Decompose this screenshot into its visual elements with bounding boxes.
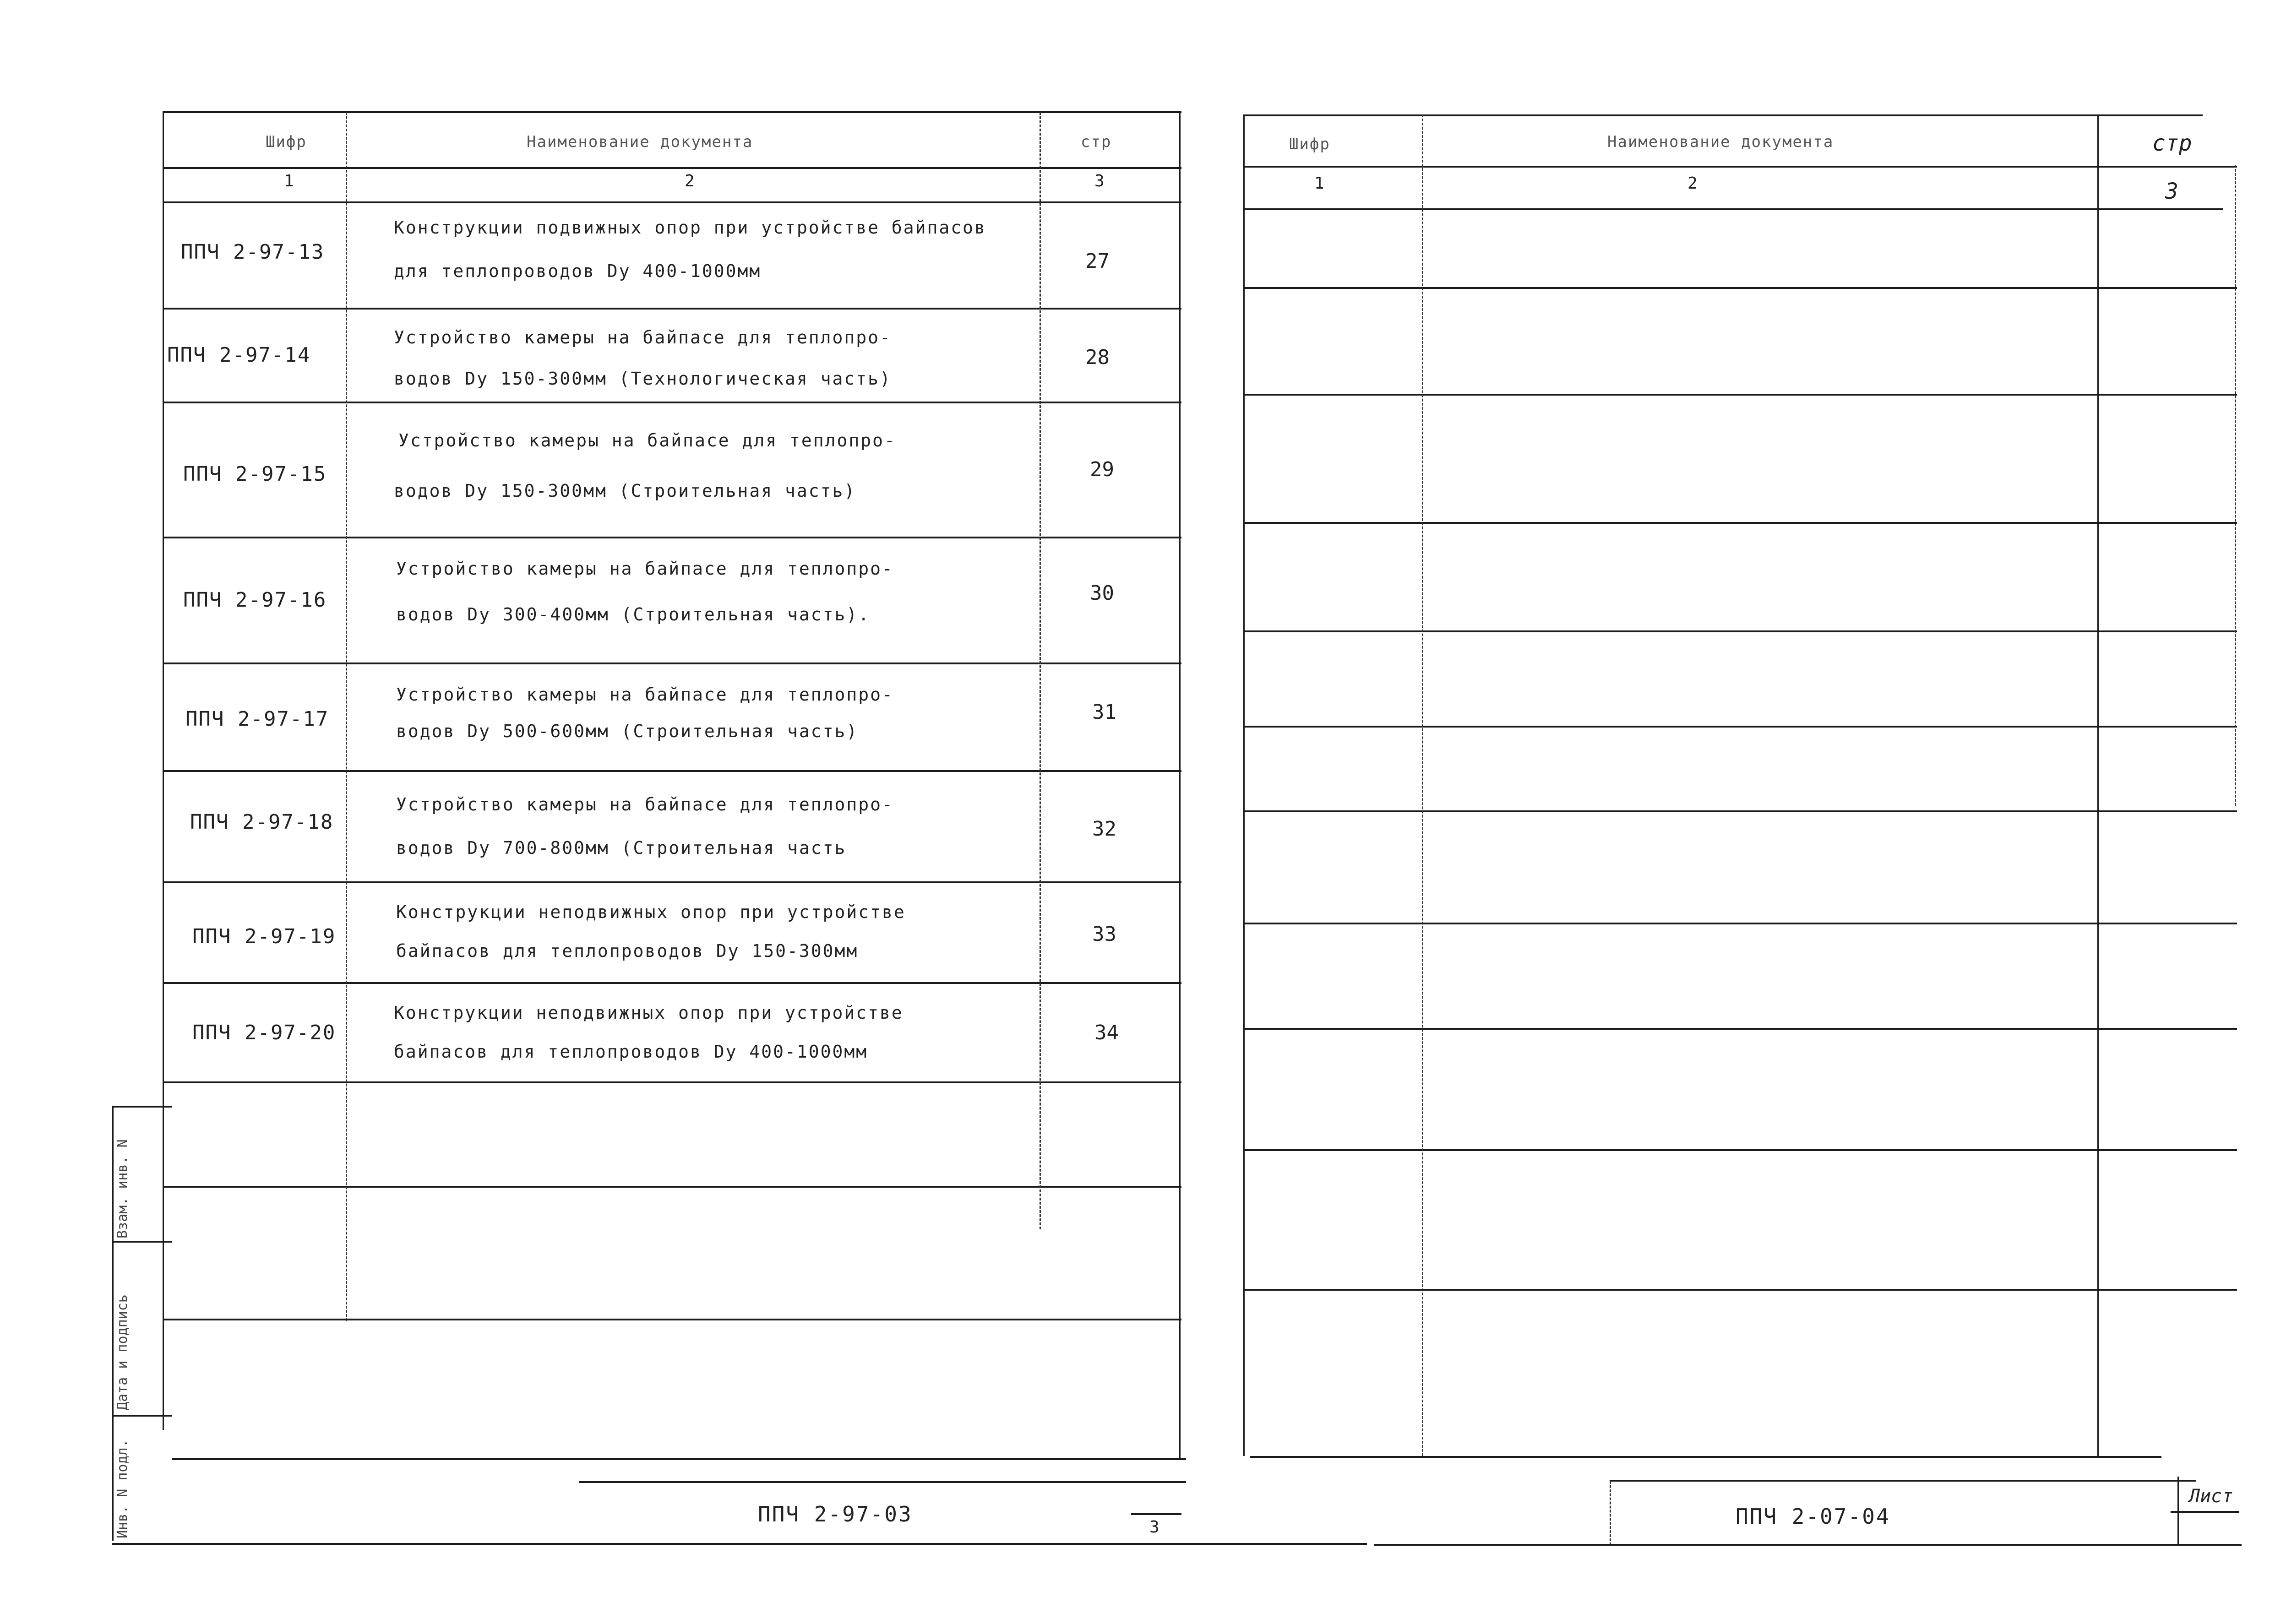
left-row-line: [163, 537, 1181, 538]
stamp-line: [112, 1106, 172, 1108]
row-page: 28: [1085, 346, 1110, 369]
row-code: ППЧ 2-97-20: [192, 1021, 336, 1044]
footer-divider: [1610, 1481, 1611, 1545]
row-name-line1: Конструкции подвижных опор при устройстве байпасов: [394, 217, 986, 238]
row-name-line2: для теплопроводов Dy 400-1000мм: [394, 261, 762, 281]
left-border-right: [1179, 111, 1181, 1460]
left-header-name: Наименование документа: [527, 133, 753, 151]
footer-left-sheet: 3: [1149, 1518, 1159, 1537]
row-code: ППЧ 2-97-15: [183, 462, 327, 486]
row-page: 30: [1090, 581, 1114, 605]
left-header-divider: [163, 167, 1181, 169]
row-page: 34: [1094, 1021, 1119, 1044]
right-colnum-1: 1: [1314, 174, 1324, 193]
row-name-line2: водов Dy 150-300мм (Технологическая часть): [394, 369, 892, 389]
row-name-line2: водов Dy 150-300мм (Строительная часть): [394, 481, 856, 501]
right-row-line: [1243, 810, 2237, 812]
footer-sheet-divider: [2177, 1511, 2179, 1545]
row-name-line1: Конструкции неподвижных опор при устройстве: [394, 1003, 904, 1023]
left-colnum-1: 1: [284, 172, 294, 190]
stamp-vzam-inv: Взам. инв. N: [114, 1139, 131, 1238]
stamp-line: [112, 1241, 172, 1243]
left-row-line: [163, 1186, 1181, 1188]
right-top-border: [1243, 114, 2203, 116]
footer-left-code: ППЧ 2-97-03: [758, 1502, 913, 1526]
row-code: ППЧ 2-97-19: [192, 925, 336, 948]
footer-right-code: ППЧ 2-07-04: [1736, 1504, 1890, 1529]
right-header-name: Наименование документа: [1607, 133, 1834, 151]
footer-line: [579, 1481, 1186, 1483]
footer-sheet-line: [2171, 1511, 2239, 1513]
left-row-line: [163, 881, 1181, 883]
right-colnum-divider: [1243, 208, 2223, 210]
row-page: 29: [1090, 458, 1114, 481]
stamp-border: [112, 1106, 114, 1541]
right-row-line: [1243, 630, 2237, 632]
left-colnum-divider: [163, 201, 1181, 203]
left-row-line: [163, 663, 1181, 664]
row-code: ППЧ 2-97-13: [181, 240, 325, 264]
row-code: ППЧ 2-97-14: [167, 343, 311, 367]
left-col-divider-1: [346, 112, 347, 1321]
left-header-page: стр: [1081, 133, 1112, 151]
right-row-line: [1243, 522, 2237, 524]
footer-bottom-line: [112, 1543, 1367, 1545]
right-row-line: [1243, 923, 2237, 924]
right-colnum-2: 2: [1687, 174, 1698, 193]
footer-sheet-divider: [2177, 1477, 2179, 1513]
row-name-line1: Устройство камеры на байпасе для теплопро-: [396, 559, 894, 579]
right-border-right: [2235, 165, 2236, 806]
right-row-line: [1243, 1149, 2237, 1151]
footer-sheet-line: [1131, 1513, 1181, 1515]
row-page: 32: [1092, 817, 1116, 841]
row-page: 27: [1085, 250, 1110, 273]
row-name-line1: Устройство камеры на байпасе для теплопро-: [396, 684, 894, 705]
left-col-divider-2: [1040, 112, 1041, 1229]
row-name-line2: байпасов для теплопроводов Dy 400-1000мм: [394, 1042, 868, 1062]
row-name-line2: байпасов для теплопроводов Dy 150-300мм: [396, 941, 859, 961]
row-name-line1: Устройство камеры на байпасе для теплопро-: [394, 327, 892, 348]
row-code: ППЧ 2-97-18: [190, 810, 334, 834]
left-row-line: [163, 982, 1181, 984]
right-row-line: [1243, 394, 2237, 396]
right-header-page: стр: [2152, 130, 2192, 156]
row-page: 31: [1092, 701, 1116, 724]
left-bottom-border: [172, 1458, 1186, 1460]
right-header-code: Шифр: [1289, 135, 1330, 153]
left-colnum-2: 2: [685, 172, 695, 190]
left-row-line: [163, 770, 1181, 772]
row-code: ППЧ 2-97-17: [185, 707, 329, 731]
right-row-line: [1243, 1028, 2237, 1030]
footer-right-sheet-label: Лист: [2189, 1486, 2233, 1507]
footer-line: [1610, 1480, 2196, 1482]
right-row-line: [1243, 1289, 2237, 1291]
footer-bottom-line: [1374, 1544, 2242, 1546]
row-name-line1: Устройство камеры на байпасе для теплопро-: [398, 430, 896, 451]
left-row-line: [163, 1081, 1181, 1083]
stamp-line: [112, 1415, 172, 1417]
right-header-divider: [1243, 166, 2237, 168]
stamp-inv-podl: Инв. N подл.: [114, 1439, 131, 1538]
row-name-line2: водов Dy 500-600мм (Строительная часть): [396, 721, 859, 741]
row-name-line2: водов Dy 300-400мм (Строительная часть).: [396, 604, 871, 625]
stamp-data-podpis: Дата и подпись: [114, 1294, 131, 1410]
right-row-line: [1243, 287, 2237, 289]
left-colnum-3: 3: [1094, 172, 1105, 190]
left-row-line: [163, 402, 1181, 403]
right-col-divider-1: [1422, 114, 1423, 1456]
row-name-line1: Конструкции неподвижных опор при устройстве: [396, 902, 906, 922]
left-row-line: [163, 1319, 1181, 1320]
right-col-divider-2: [2097, 114, 2099, 1456]
right-bottom-border: [1250, 1456, 2161, 1458]
row-code: ППЧ 2-97-16: [183, 588, 327, 612]
row-page: 33: [1092, 923, 1116, 946]
right-border-left: [1243, 114, 1245, 1456]
row-name-line2: водов Dy 700-800мм (Строительная часть: [396, 838, 847, 858]
left-header-code: Шифр: [266, 133, 307, 151]
left-border-left: [163, 111, 164, 1430]
left-row-line: [163, 308, 1181, 310]
right-row-line: [1243, 726, 2237, 728]
row-name-line1: Устройство камеры на байпасе для теплопро-: [396, 794, 894, 815]
right-colnum-3: 3: [2165, 179, 2178, 204]
left-top-border: [163, 111, 1181, 113]
